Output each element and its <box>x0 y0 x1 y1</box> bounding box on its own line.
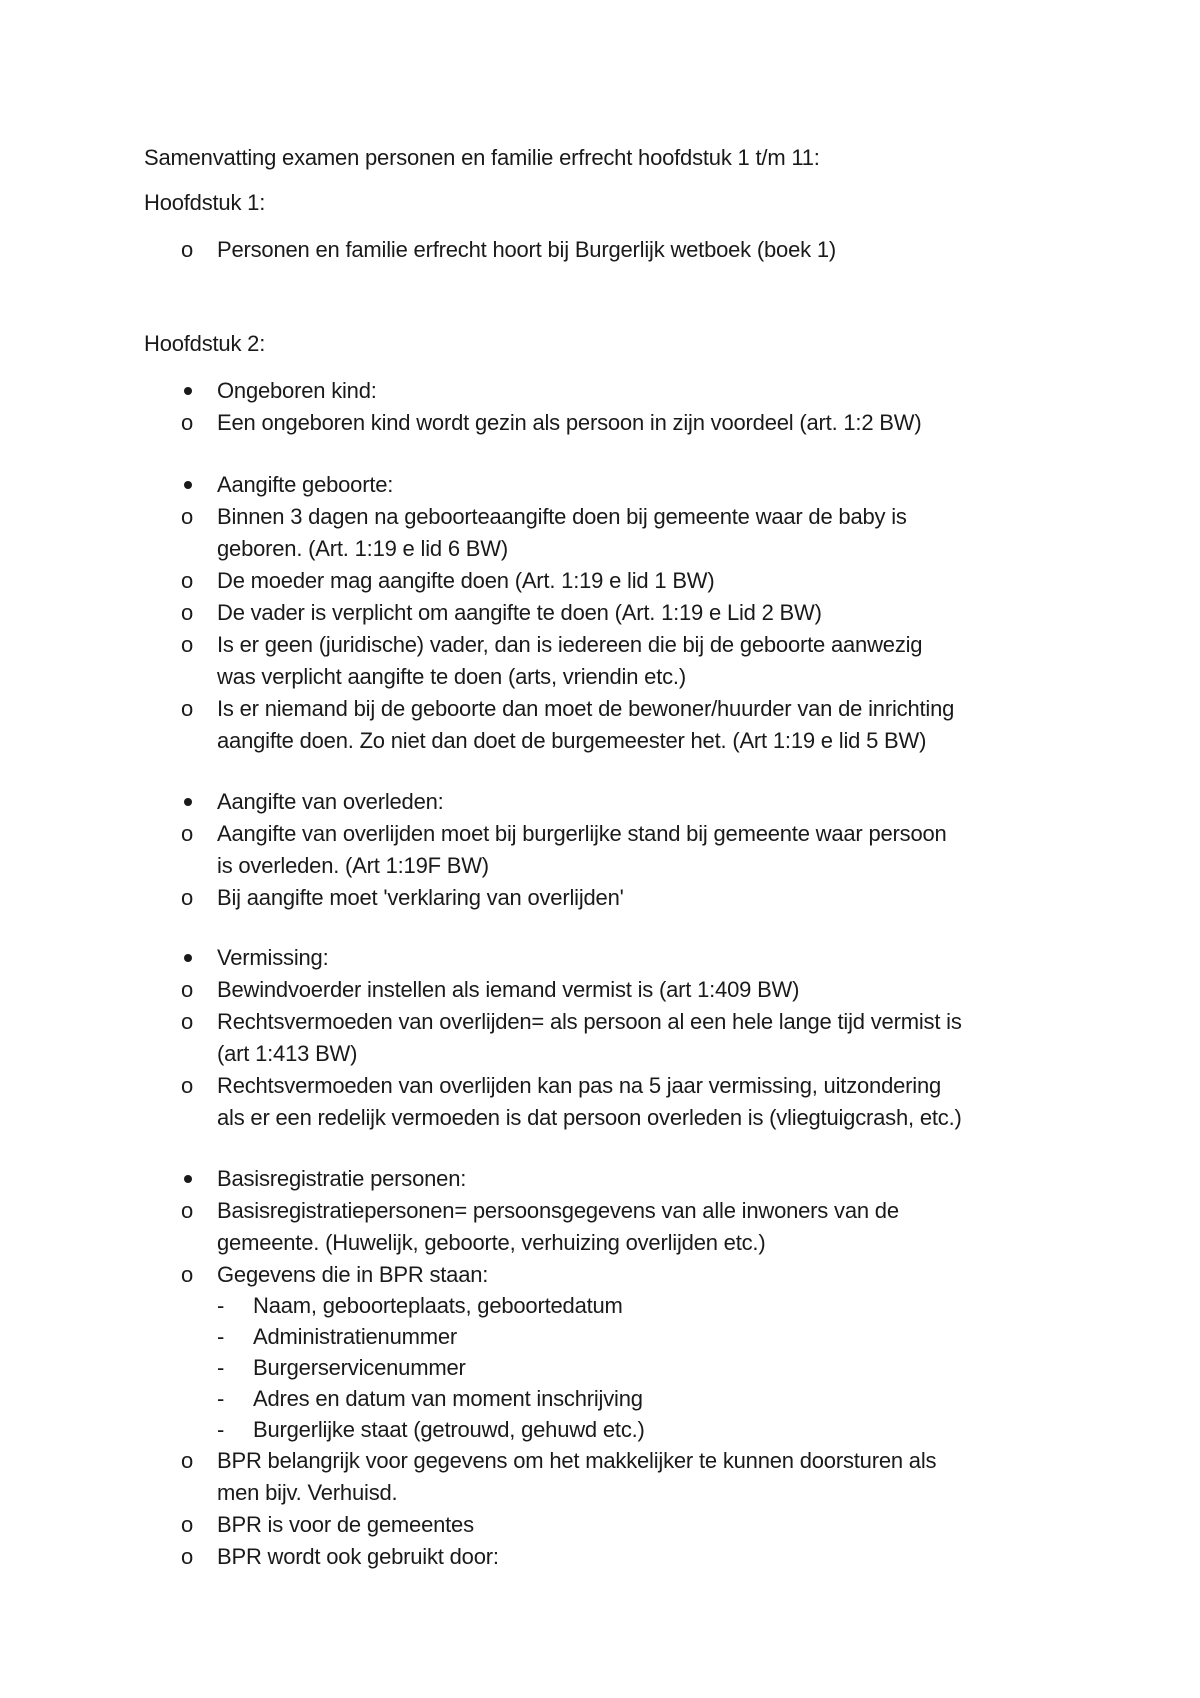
dash-marker: - <box>217 1386 225 1411</box>
sub-bullet-marker: o <box>181 885 194 910</box>
list-item-continuation: als er een redelijk vermoeden is dat persoon overleden is (vliegtuigcrash, etc.) <box>217 1105 962 1130</box>
bullet-icon <box>184 481 192 489</box>
section-title-overleden: Aangifte van overleden: <box>217 789 444 814</box>
sub-bullet-marker: o <box>181 1198 194 1223</box>
list-item: Basisregistratiepersonen= persoonsgegevens van alle inwoners van de <box>217 1198 899 1223</box>
sub-bullet-marker: o <box>181 1009 194 1034</box>
bullet-icon <box>184 387 192 395</box>
list-item: Een ongeboren kind wordt gezin als persoon in zijn voordeel (art. 1:2 BW) <box>217 410 922 435</box>
sub-bullet-marker: o <box>181 1512 194 1537</box>
dash-list-item: Administratienummer <box>253 1324 458 1349</box>
sub-bullet-marker: o <box>181 237 194 262</box>
list-item: Gegevens die in BPR staan: <box>217 1262 489 1287</box>
section-title-geboorte: Aangifte geboorte: <box>217 472 394 497</box>
dash-marker: - <box>217 1355 225 1380</box>
list-item: Is er niemand bij de geboorte dan moet de bewoner/huurder van de inrichting <box>217 696 955 721</box>
list-item-continuation: (art 1:413 BW) <box>217 1041 358 1066</box>
section-title-ongeboren: Ongeboren kind: <box>217 378 377 403</box>
sub-bullet-marker: o <box>181 977 194 1002</box>
list-item-continuation: aangifte doen. Zo niet dan doet de burgemeester het. (Art 1:19 e lid 5 BW) <box>217 728 927 753</box>
list-item-continuation: was verplicht aangifte te doen (arts, vriendin etc.) <box>217 664 686 689</box>
bullet-icon <box>184 798 192 806</box>
dash-list-item: Adres en datum van moment inschrijving <box>253 1386 643 1411</box>
document-title: Samenvatting examen personen en familie erfrecht hoofdstuk 1 t/m 11: <box>144 145 820 170</box>
dash-list-item: Burgerservicenummer <box>253 1355 466 1380</box>
sub-bullet-marker: o <box>181 696 194 721</box>
section-title-bpr: Basisregistratie personen: <box>217 1166 467 1191</box>
list-item-continuation: men bijv. Verhuisd. <box>217 1480 398 1505</box>
sub-bullet-marker: o <box>181 504 194 529</box>
dash-marker: - <box>217 1293 225 1318</box>
list-item: De moeder mag aangifte doen (Art. 1:19 e lid 1 BW) <box>217 568 715 593</box>
dash-marker: - <box>217 1324 225 1349</box>
list-item: Rechtsvermoeden van overlijden kan pas na 5 jaar vermissing, uitzondering <box>217 1073 942 1098</box>
sub-bullet-marker: o <box>181 821 194 846</box>
sub-bullet-marker: o <box>181 1544 194 1569</box>
chapter-1-heading: Hoofdstuk 1: <box>144 190 266 215</box>
list-item-continuation: is overleden. (Art 1:19F BW) <box>217 853 489 878</box>
list-item: Aangifte van overlijden moet bij burgerlijke stand bij gemeente waar persoon <box>217 821 947 846</box>
list-item-continuation: gemeente. (Huwelijk, geboorte, verhuizing overlijden etc.) <box>217 1230 766 1255</box>
bullet-icon <box>184 954 192 962</box>
sub-bullet-marker: o <box>181 1262 194 1287</box>
sub-bullet-marker: o <box>181 568 194 593</box>
section-title-vermissing: Vermissing: <box>217 945 329 970</box>
list-item: Is er geen (juridische) vader, dan is iedereen die bij de geboorte aanwezig <box>217 632 923 657</box>
bullet-icon <box>184 1175 192 1183</box>
sub-bullet-marker: o <box>181 1448 194 1473</box>
chapter-2-heading: Hoofdstuk 2: <box>144 331 266 356</box>
list-item: BPR belangrijk voor gegevens om het makkelijker te kunnen doorsturen als <box>217 1448 937 1473</box>
sub-bullet-marker: o <box>181 632 194 657</box>
list-item: Bewindvoerder instellen als iemand vermist is (art 1:409 BW) <box>217 977 800 1002</box>
sub-bullet-marker: o <box>181 1073 194 1098</box>
dash-marker: - <box>217 1417 225 1442</box>
list-item-continuation: geboren. (Art. 1:19 e lid 6 BW) <box>217 536 508 561</box>
dash-list-item: Burgerlijke staat (getrouwd, gehuwd etc.) <box>253 1417 645 1442</box>
dash-list-item: Naam, geboorteplaats, geboortedatum <box>253 1293 623 1318</box>
list-item: Binnen 3 dagen na geboorteaangifte doen bij gemeente waar de baby is <box>217 504 907 529</box>
list-item: Personen en familie erfrecht hoort bij Burgerlijk wetboek (boek 1) <box>217 237 836 262</box>
list-item: BPR is voor de gemeentes <box>217 1512 474 1537</box>
list-item: BPR wordt ook gebruikt door: <box>217 1544 499 1569</box>
list-item: Bij aangifte moet 'verklaring van overlijden' <box>217 885 624 910</box>
list-item: Rechtsvermoeden van overlijden= als persoon al een hele lange tijd vermist is <box>217 1009 962 1034</box>
sub-bullet-marker: o <box>181 410 194 435</box>
list-item: De vader is verplicht om aangifte te doen (Art. 1:19 e Lid 2 BW) <box>217 600 822 625</box>
sub-bullet-marker: o <box>181 600 194 625</box>
